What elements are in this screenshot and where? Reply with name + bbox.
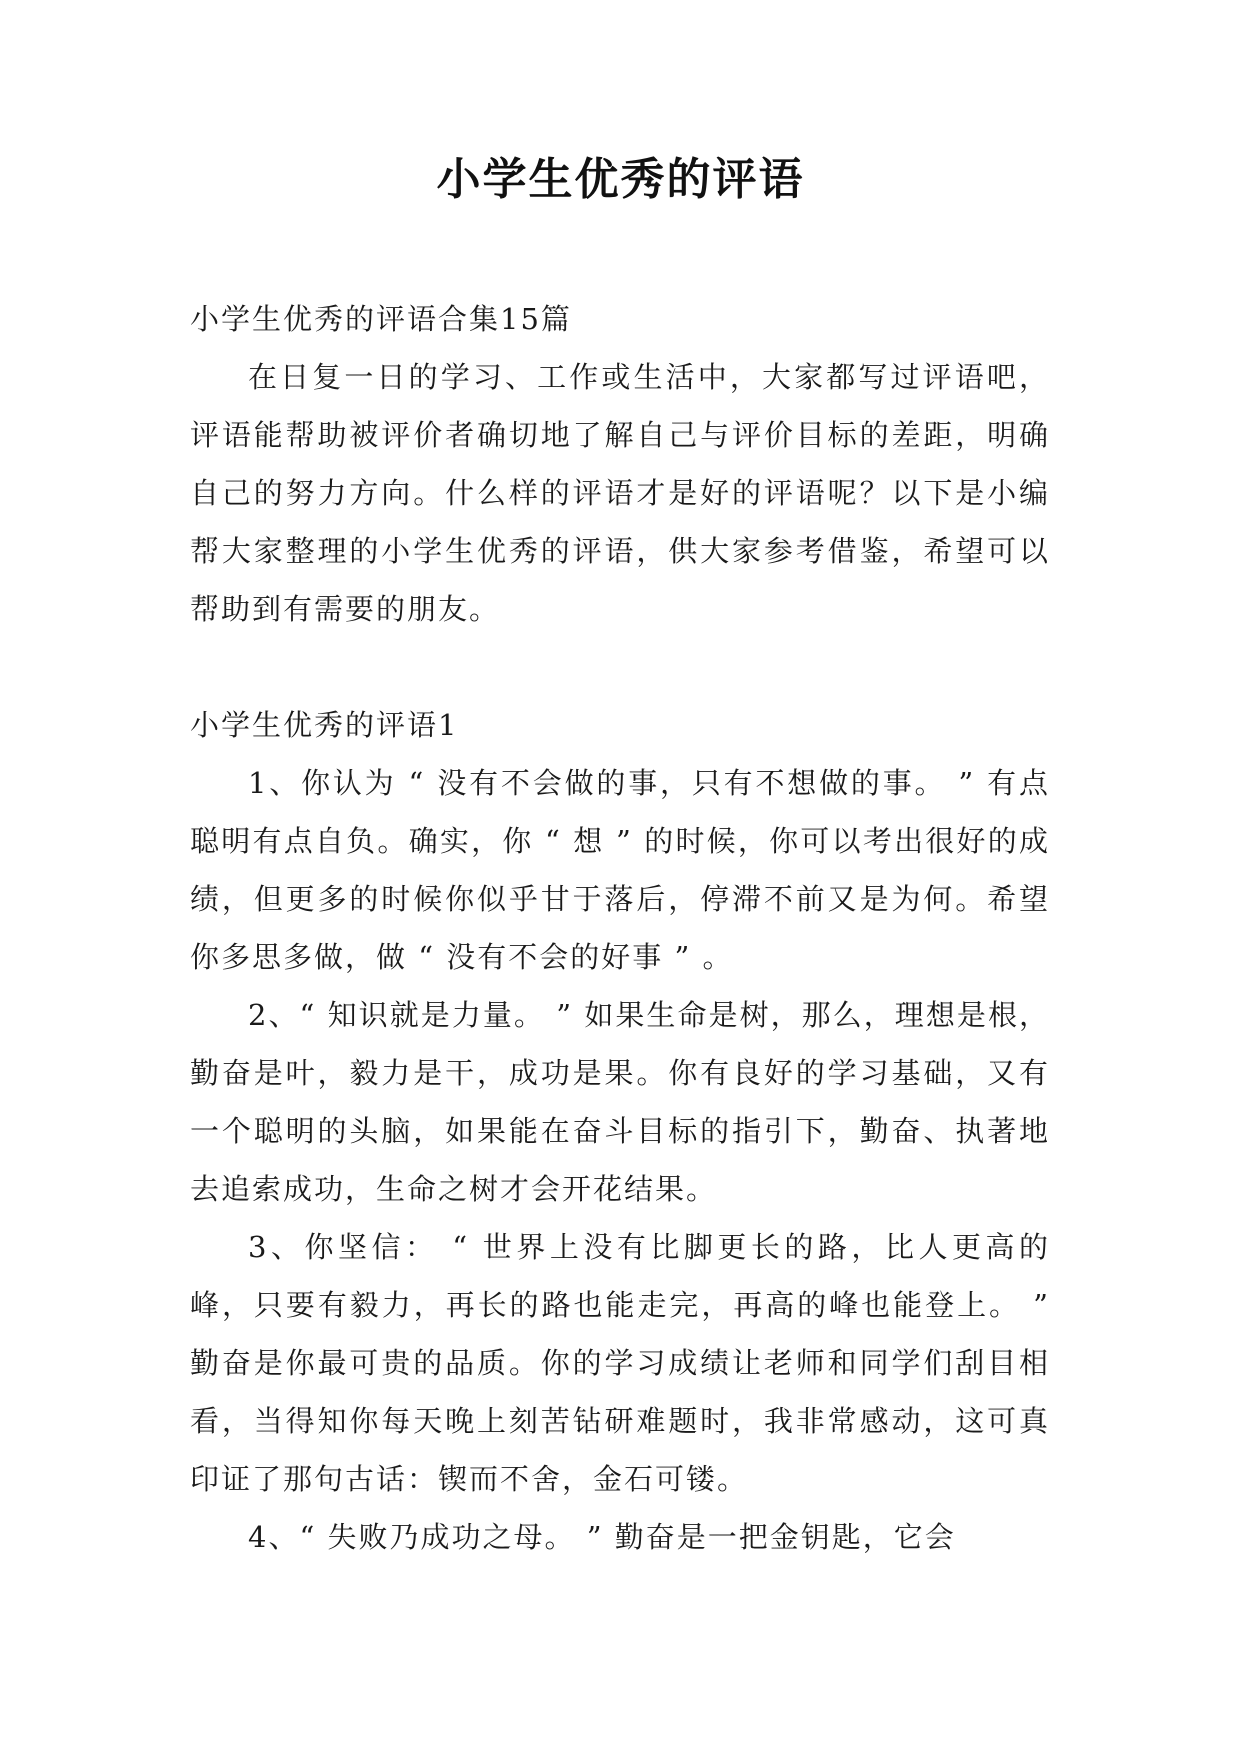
document-title: 小学生优秀的评语 xyxy=(436,154,805,205)
comment-item-4: 4、“ 失败乃成功之母。 ” 勤奋是一把金钥匙，它会 xyxy=(248,1520,956,1554)
intro-paragraph: 在日复一日的学习、工作或生活中，大家都写过评语吧，评语能帮助被评价者确切地了解自己与评价目标的差距，明确自己的努力方向。什么样的评语才是好的评语呢？以下是小编帮大家整理的小学生优秀的评语，供大家参考借鉴，希望可以帮助到有需要的朋友。 xyxy=(190,360,1050,626)
collection-subtitle: 小学生优秀的评语合集15篇 xyxy=(190,302,572,336)
paragraph-spacer xyxy=(190,638,1050,696)
document-body xyxy=(190,290,1050,1566)
comment-item-3: 3、你坚信： “ 世界上没有比脚更长的路，比人更高的峰，只要有毅力，再长的路也能走完，再高的峰也能登上。 ” 勤奋是你最可贵的品质。你的学习成绩让老师和同学们刮目相看，当得知你每天晚上刻苦钻研难题时，我非常感动，这可真印证了那句古话：锲而不舍，金石可镂。 xyxy=(190,1230,1050,1496)
comment-item-1: 1、你认为 “ 没有不会做的事，只有不想做的事。 ” 有点聪明有点自负。确实，你 “ 想 ” 的时候，你可以考出很好的成绩，但更多的时候你似乎甘于落后，停滞不前又是为何。希望你多思多做，做 “ 没有不会的好事 ” 。 xyxy=(190,766,1050,974)
section-heading: 小学生优秀的评语1 xyxy=(190,708,459,742)
comment-item-2: 2、“ 知识就是力量。 ” 如果生命是树，那么，理想是根，勤奋是叶，毅力是干，成功是果。你有良好的学习基础，又有一个聪明的头脑，如果能在奋斗目标的指引下，勤奋、执著地去追索成功，生命之树才会开花结果。 xyxy=(190,998,1050,1206)
